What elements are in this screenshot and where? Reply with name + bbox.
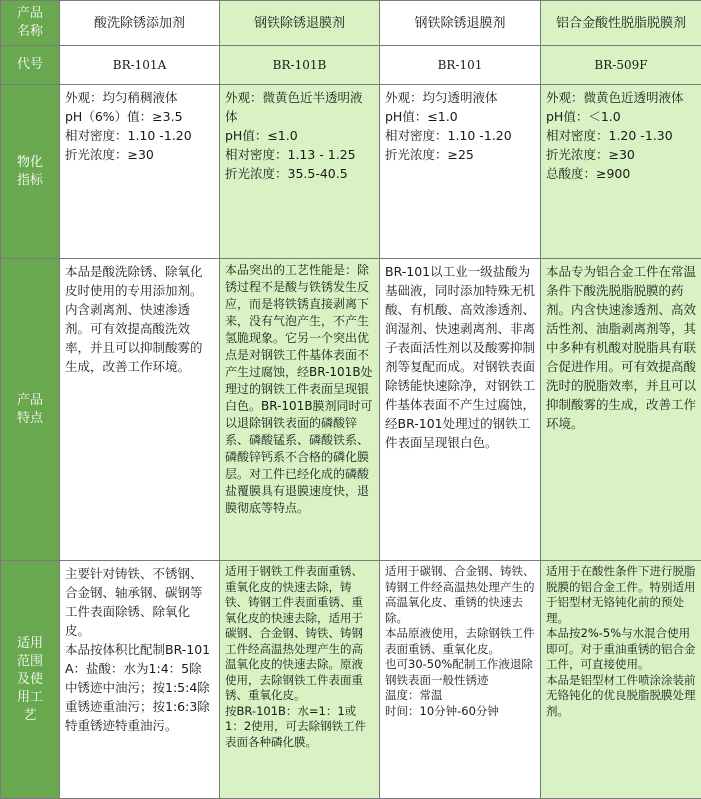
row-header-line: 物化 [3,154,57,172]
row-header-line: 艺 [3,707,57,725]
usage-cell [541,561,701,799]
usage-cell [380,561,541,799]
row-usage [1,561,701,799]
spec-line: 外观：均匀透明液体 [385,88,535,107]
features-cell: 本品是酸洗除锈、除氧化皮时使用的专用添加剂。内含剥离剂、快速渗透剂。可有效提高酸洗效率，并且可以抑制酸雾的生成，改善工作环境。 [60,259,220,561]
product-name-cell: 钢铁除锈退膜剂 [380,1,541,46]
features-cell: 本品突出的工艺性能是：除锈过程不是酸与铁锈发生反应，而是将铁锈直接剥离下来，没有气泡产生，不产生氢脆现象。它另一个突出优点是对钢铁工件基体表面不产生过腐蚀，经BR-101B处理过的钢铁工件表面呈现银白色。BR-101B膜剂同时可以退除钢铁表面的磷酸锌系、磷酸锰系、磷酸铁系、磷酸锌钙系不合格的磷化膜层。对工件已经化成的磷酸盐覆膜具有退膜速度快，退膜彻底等特点。 [220,259,380,561]
row-code [1,46,701,85]
row-physchem [1,85,701,259]
row-header-line: 特点 [3,410,57,428]
usage-paragraph: 时间：10分钟-60分钟 [385,704,535,720]
product-code-cell: BR-101B [220,46,380,85]
spec-line: pH值：≤1.0 [385,107,535,126]
product-code-cell: BR-101 [380,46,541,85]
usage-paragraph: 适用于碳钢、合金钢、铸铁、铸钢工件经高温热处理产生的高温氧化皮、重锈的快速去除。 [385,564,535,626]
spec-line: pH（6%）值：≥3.5 [65,107,214,126]
usage-paragraph: 适用于在酸性条件下进行脱脂脱膜的铝合金工件。特别适用于铝型材无铬钝化前的预处理。 [546,564,696,626]
row-features [1,259,701,561]
row-header-code [1,46,60,85]
usage-paragraph: 本品按体积比配制BR-101A：盐酸：水为1:4：5除中锈迹中油污；按1:5:4除重锈迹重油污；按1:6:3除特重锈迹特重油污。 [65,640,214,735]
row-header-line: 名称 [3,23,57,41]
usage-cell [60,561,220,799]
usage-paragraph: 也可30-50%配制工作液退除钢铁表面一般性锈迹 [385,657,535,688]
row-header-physchem [1,85,60,259]
usage-paragraph: 本品原液使用，去除钢铁工件表面重锈、重氧化皮。 [385,626,535,657]
row-header-line: 代号 [3,56,57,74]
row-header-line: 指标 [3,172,57,190]
row-header-product-name [1,1,60,46]
row-product-name [1,1,701,46]
spec-line: 相对密度：1.20 -1.30 [546,126,696,145]
spec-line: pH值：≤1.0 [225,126,374,145]
usage-paragraph: 温度：常温 [385,688,535,704]
product-code-cell: BR-101A [60,46,220,85]
features-cell: 本品专为铝合金工件在常温条件下酸洗脱脂脱膜的药剂。内含快速渗透剂、高效活性剂、油脂剥离剂等，其中多种有机酸对脱脂具有联合促进作用。可有效提高酸洗时的脱脂效率，并且可以抑制酸雾的生成，改善工作环境。 [541,259,701,561]
spec-line: 相对密度：1.10 -1.20 [385,126,535,145]
row-header-features [1,259,60,561]
row-header-usage [1,561,60,799]
physchem-cell [380,85,541,259]
row-header-line: 产品 [3,392,57,410]
usage-cell [220,561,380,799]
usage-paragraph: 本品按2%-5%与水混合使用即可。对于重油重锈的铝合金工件，可直接使用。 [546,626,696,673]
spec-line: 相对密度：1.13 - 1.25 [225,145,374,164]
spec-line: 外观：均匀稍稠液体 [65,88,214,107]
product-name-cell: 酸洗除锈添加剂 [60,1,220,46]
spec-line: 外观：微黄色近半透明液体 [225,88,374,126]
spec-line: 折光浓度：35.5-40.5 [225,164,374,183]
usage-paragraph: 按BR-101B：水=1：1或1：2使用，可去除钢铁工件表面各种磷化膜。 [225,704,374,751]
physchem-cell [541,85,701,259]
row-header-line: 产品 [3,5,57,23]
physchem-cell [220,85,380,259]
usage-paragraph: 适用于钢铁工件表面重锈、重氧化皮的快速去除，铸铁、铸钢工件表面重锈、重氧化皮的快速去除，适用于碳钢、合金钢、铸铁、铸钢工件经高温热处理产生的高温氧化皮的快速去除。原液使用，去除钢铁工件表面重锈、重氧化皮。 [225,564,374,704]
product-name-cell: 钢铁除锈退膜剂 [220,1,380,46]
row-header-line: 范围 [3,653,57,671]
spec-line: pH值：＜1.0 [546,107,696,126]
product-name-cell: 铝合金酸性脱脂脱膜剂 [541,1,701,46]
product-code-cell: BR-509F [541,46,701,85]
usage-paragraph: 本品是铝型材工件喷涂涂装前无铬钝化的优良脱脂脱膜处理剂。 [546,673,696,720]
spec-line: 外观：微黄色近透明液体 [546,88,696,107]
features-cell: BR-101以工业一级盐酸为基础液，同时添加特殊无机酸、有机酸、高效渗透剂、润湿剂、快速剥离剂、非离子表面活性剂以及酸雾抑制剂等复配而成。对钢铁表面除锈能快速除净，对钢铁工件基体表面不产生过腐蚀，经BR-101处理过的钢铁工件表面呈现银白色。 [380,259,541,561]
usage-paragraph: 主要针对铸铁、不锈钢、合金钢、轴承钢、碳钢等工件表面除锈、除氧化皮。 [65,564,214,640]
spec-line: 折光浓度：≥25 [385,145,535,164]
spec-line: 相对密度：1.10 -1.20 [65,126,214,145]
row-header-line: 用工 [3,689,57,707]
spec-line: 总酸度：≥900 [546,164,696,183]
spec-line: 折光浓度：≥30 [546,145,696,164]
physchem-cell [60,85,220,259]
spec-line: 折光浓度：≥30 [65,145,214,164]
row-header-line: 及使 [3,671,57,689]
row-header-line: 适用 [3,635,57,653]
